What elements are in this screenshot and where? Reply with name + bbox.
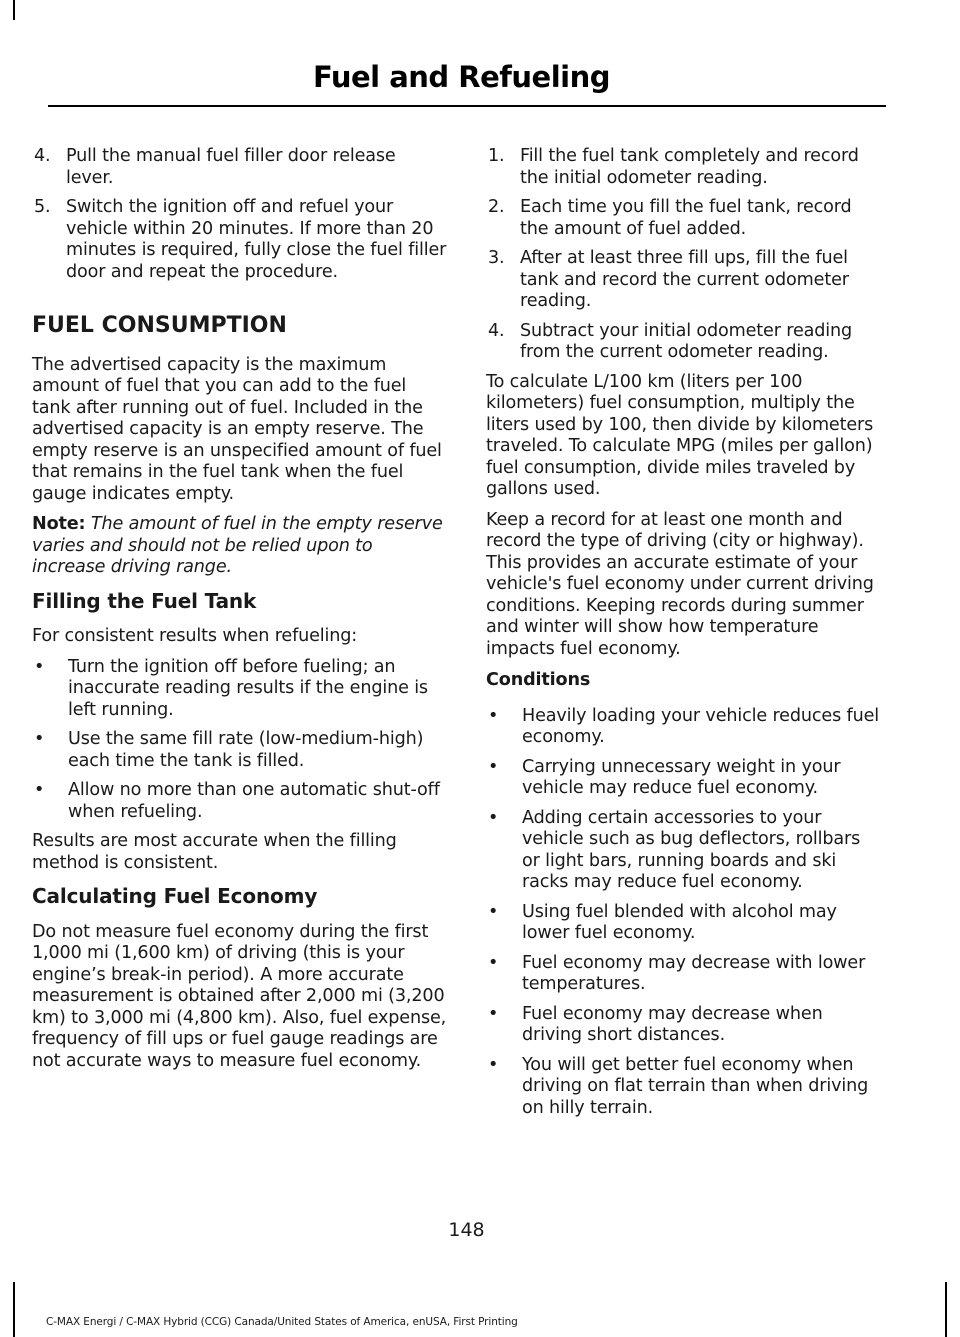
subheading-calculating-fuel-economy: Calculating Fuel Economy — [32, 884, 318, 908]
bullet-item — [486, 953, 882, 996]
bullet-text: Use the same fill rate (low-medium-high) each time the tank is filled. — [68, 729, 424, 771]
step-text: Each time you fill the fuel tank, record the amount of fuel added. — [520, 197, 852, 239]
bullet-text: Carrying unnecessary weight in your vehicle may reduce fuel economy. — [522, 756, 841, 798]
subheading-conditions: Conditions — [486, 670, 591, 690]
step-text: After at least three fill ups, fill the fuel tank and record the current odometer reading. — [520, 248, 849, 311]
step-item — [486, 321, 882, 364]
step-number: 2. — [488, 197, 505, 217]
bullet-mark: • — [488, 756, 499, 777]
step-number: 5. — [34, 197, 51, 217]
paragraph-calculation-method: To calculate L/100 km (liters per 100 kilometers) fuel consumption, multiply the liters used by 100, then divide by kilometers traveled. To calculate MPG (miles per gallon) fuel consumption, divide miles traveled by gallons used. — [486, 371, 874, 499]
bullet-item — [486, 706, 882, 749]
step-item — [32, 197, 448, 283]
bullet-item — [486, 1004, 882, 1047]
bullet-text: Fuel economy may decrease with lower temperatures. — [522, 952, 866, 994]
bullet-mark: • — [34, 729, 45, 749]
step-text: Pull the manual fuel filler door release lever. — [66, 146, 396, 188]
bullet-mark: • — [34, 780, 45, 800]
bullet-text: Turn the ignition off before fueling; an inaccurate reading results if the engine is left running. — [68, 656, 428, 720]
bullet-item — [486, 902, 882, 945]
step-item — [486, 248, 882, 313]
subheading-filling-fuel-tank: Filling the Fuel Tank — [32, 588, 257, 613]
step-item — [486, 197, 882, 240]
step-text: Fill the fuel tank completely and record the initial odometer reading. — [520, 146, 859, 188]
header-rule — [48, 105, 886, 107]
bullet-mark: • — [488, 1054, 499, 1075]
bullet-item — [486, 1055, 882, 1120]
bullet-mark: • — [488, 952, 499, 973]
section-heading-fuel-consumption: FUEL CONSUMPTION — [32, 313, 287, 338]
paragraph-advertised-capacity: The advertised capacity is the maximum amount of fuel that you can add to the fuel tank after running out of fuel. Included in the advertised capacity is an empty reserve. The empty reserve is an unspecified amount of fuel that remains in the fuel tank when the fuel gauge indicates empty. — [32, 354, 442, 504]
step-item — [486, 146, 882, 189]
bullet-item — [486, 808, 882, 894]
crop-mark-top-left — [13, 0, 15, 20]
note-text: The amount of fuel in the empty reserve varies and should not be relied upon to increase driving range. — [32, 514, 443, 577]
bullet-item — [32, 780, 448, 823]
paragraph-calculating-fuel-economy: Do not measure fuel economy during the first 1,000 mi (1,600 km) of driving (this is your engine’s break-in period). A more accurate measurement is obtained after 2,000 mi (3,200 km) to 3,000 mi (4,800 km). Also, fuel expense, frequency of fill ups or fuel gauge readings are not accurate ways to measure fuel economy. — [32, 921, 447, 1071]
page-header-title: Fuel and Refueling — [312, 60, 610, 94]
bullet-item — [486, 757, 882, 800]
bullet-item — [32, 657, 448, 722]
left-column — [32, 146, 448, 1081]
bullet-item — [32, 729, 448, 772]
note-label: Note: — [32, 514, 86, 534]
step-text: Subtract your initial odometer reading from the current odometer reading. — [520, 320, 853, 362]
bullet-text: Fuel economy may decrease when driving short distances. — [522, 1003, 823, 1045]
step-number: 1. — [488, 146, 505, 166]
bullet-text: Adding certain accessories to your vehicle such as bug deflectors, rollbars or light bars, running boards and ski racks may reduce fuel economy. — [522, 807, 861, 892]
paragraph-keep-record: Keep a record for at least one month and record the type of driving (city or highway). This provides an accurate estimate of your vehicle's fuel economy under current driving conditions. Keeping records during summer and winter will show how temperature impacts fuel economy. — [486, 509, 874, 659]
note — [32, 514, 448, 579]
bullet-mark: • — [488, 705, 499, 726]
crop-mark-bottom-left — [13, 1282, 15, 1337]
step-text: Switch the ignition off and refuel your vehicle within 20 minutes. If more than 20 minutes is required, fully close the fuel filler door and repeat the procedure. — [66, 197, 447, 282]
paragraph-filling-intro: For consistent results when refueling: — [32, 626, 358, 646]
bullet-text: You will get better fuel economy when driving on flat terrain than when driving on hilly terrain. — [522, 1054, 869, 1118]
bullet-mark: • — [488, 807, 499, 828]
step-number: 4. — [34, 146, 51, 166]
bullet-text: Using fuel blended with alcohol may lower fuel economy. — [522, 901, 837, 943]
right-column — [486, 146, 882, 1127]
bullet-text: Allow no more than one automatic shut-off when refueling. — [68, 780, 440, 822]
step-item — [32, 146, 448, 189]
step-number: 4. — [488, 320, 505, 341]
page-number: 148 — [448, 1219, 485, 1241]
crop-mark-bottom-right — [945, 1282, 947, 1337]
paragraph-filling-result: Results are most accurate when the filling method is consistent. — [32, 831, 397, 873]
bullet-mark: • — [488, 901, 499, 922]
bullet-mark: • — [488, 1003, 499, 1024]
bullet-mark: • — [34, 656, 45, 677]
bullet-text: Heavily loading your vehicle reduces fuel economy. — [522, 705, 879, 747]
footer-printing-info: C-MAX Energi / C-MAX Hybrid (CCG) Canada/United States of America, enUSA, First Printing — [46, 1316, 518, 1328]
step-number: 3. — [488, 248, 505, 268]
